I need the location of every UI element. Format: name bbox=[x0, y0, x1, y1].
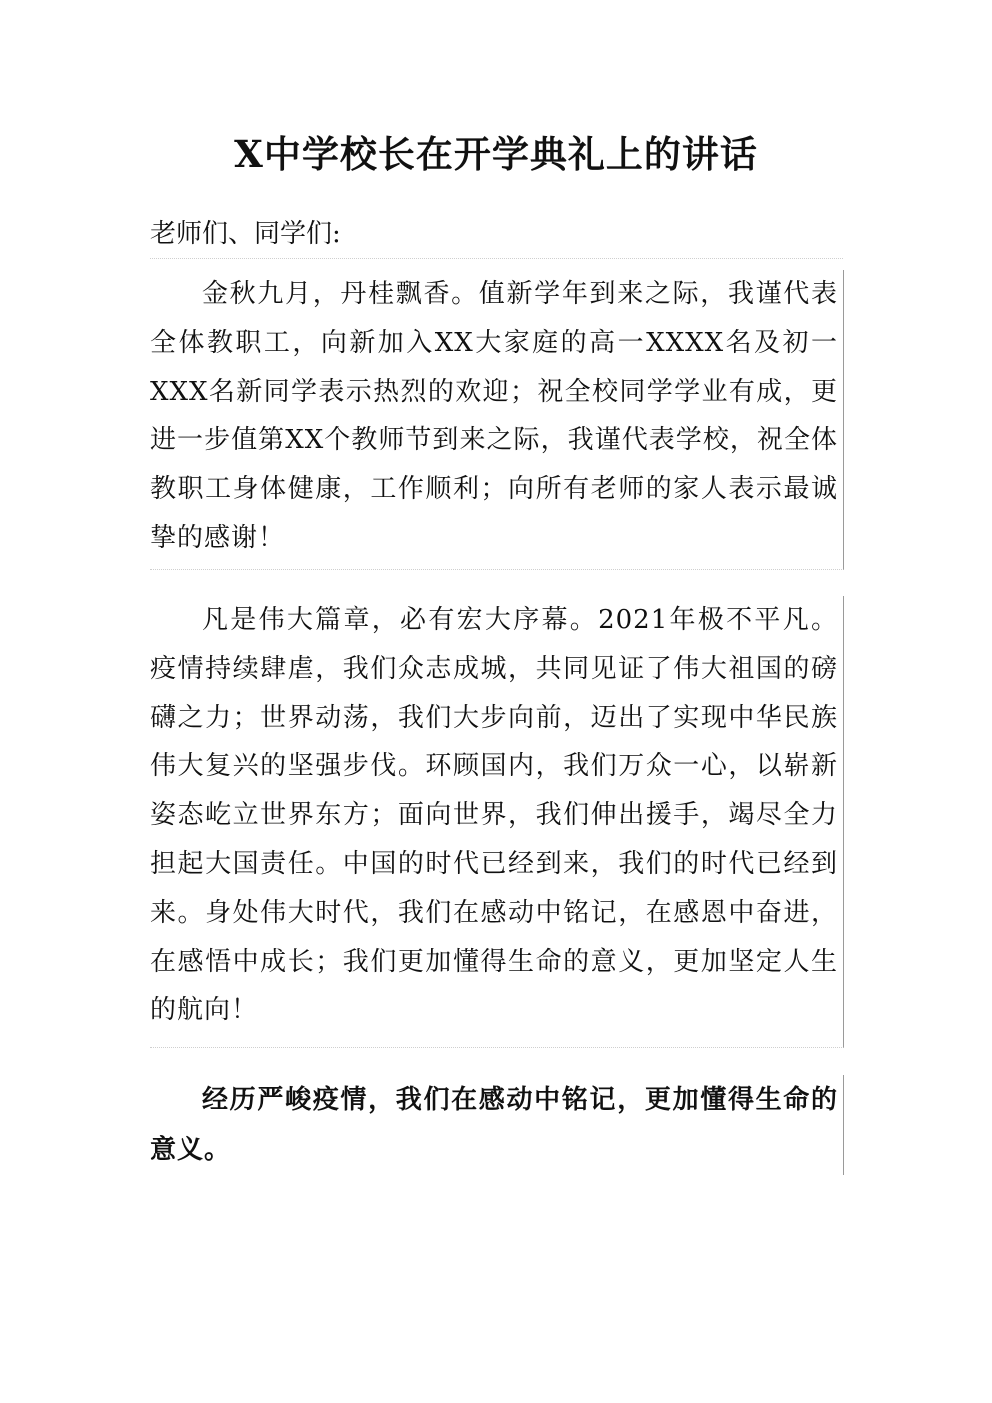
document-title: X中学校长在开学典礼上的讲话 bbox=[234, 132, 758, 176]
paragraph-3-bold: 经历严峻疫情，我们在感动中铭记，更加懂得生命的意义。 bbox=[150, 1075, 844, 1175]
salutation: 老师们、同学们: bbox=[150, 212, 843, 259]
paragraph-2: 凡是伟大篇章，必有宏大序幕。2021年极不平凡。疫情持续肆虐，我们众志成城，共同见证了伟大祖国的磅礴之力；世界动荡，我们大步向前，迈出了实现中华民族伟大复兴的坚强步伐。环顾国内，我们万众一心，以崭新姿态屹立世界东方；面向世界，我们伸出援手，竭尽全力担起大国责任。中国的时代已经到来，我们的时代已经到来。身处伟大时代，我们在感动中铭记，在感恩中奋进，在感悟中成长；我们更加懂得生命的意义，更加坚定人生的航向！ bbox=[150, 596, 844, 1048]
paragraph-1: 金秋九月，丹桂飘香。值新学年到来之际，我谨代表全体教职工，向新加入XX大家庭的高一XXXX名及初一XXX名新同学表示热烈的欢迎；祝全校同学学业有成，更进一步值第XX个教师节到来之际，我谨代表学校，祝全体教职工身体健康，工作顺利；向所有老师的家人表示最诚挚的感谢！ bbox=[150, 270, 844, 570]
